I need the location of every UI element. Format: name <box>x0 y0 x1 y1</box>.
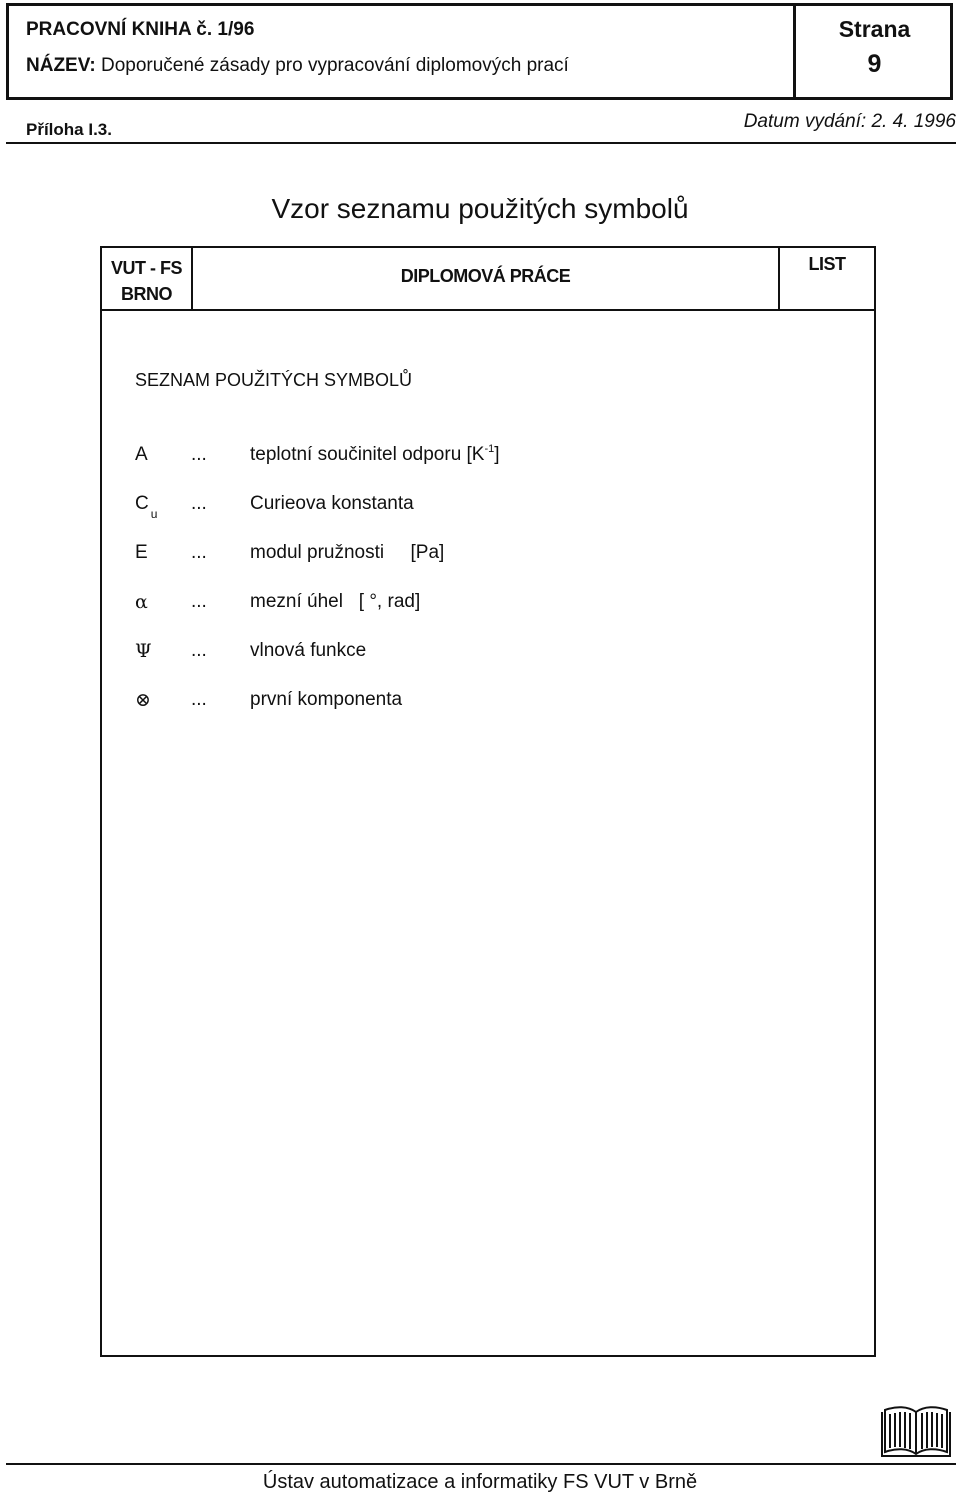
symbol: α <box>135 591 148 613</box>
symbol-dots: ... <box>191 591 207 612</box>
sheet-frame <box>100 246 876 1357</box>
symbol-description: modul pružnosti [Pa] <box>250 542 445 563</box>
symbol-description <box>250 444 500 466</box>
bottom-rule <box>6 1463 956 1465</box>
symbol: ⊗ <box>135 689 151 711</box>
symbol-dots: ... <box>191 444 207 465</box>
list-label: LIST <box>808 254 846 274</box>
sheet-header-rule <box>100 309 876 311</box>
symbol: Ψ <box>135 640 152 662</box>
symbol: A <box>135 444 148 465</box>
page-title: Vzor seznamu použitých symbolů <box>271 193 689 224</box>
document-name <box>26 55 569 77</box>
name-value: Doporučené zásady pro vypracování diplomových prací <box>95 55 569 76</box>
symbol-dots: ... <box>191 493 207 514</box>
issue-date: Datum vydání: 2. 4. 1996 <box>743 111 956 132</box>
description-text: teplotní součinitel odporu [K <box>250 444 485 465</box>
description-superscript: -1 <box>484 443 495 455</box>
name-label: NÁZEV: <box>26 55 96 76</box>
page-number: 9 <box>867 50 882 78</box>
symbol-dots: ... <box>191 689 207 710</box>
institution-line: VUT - FS <box>111 258 182 278</box>
symbol-description: Curieova konstanta <box>250 493 414 514</box>
symbol-letter: C <box>135 493 149 514</box>
institution-city: BRNO <box>121 284 172 304</box>
open-book-icon <box>878 1404 954 1460</box>
footer-institute: Ústav automatizace a informatiky FS VUT v Brně <box>262 1471 698 1493</box>
symbol-dots: ... <box>191 542 207 563</box>
institution-block <box>102 255 191 307</box>
description-tail: ] <box>494 444 500 465</box>
top-rule <box>6 142 956 144</box>
symbol-dots: ... <box>191 640 207 661</box>
symbol-description: vlnová funkce <box>250 640 367 661</box>
document-type: DIPLOMOVÁ PRÁCE <box>400 266 571 286</box>
symbol <box>135 493 185 521</box>
symbol: E <box>135 542 148 563</box>
symbol-subscript: u <box>150 507 158 521</box>
symbol-description: první komponenta <box>250 689 403 710</box>
workbook-title: PRACOVNÍ KNIHA č. 1/96 <box>26 19 255 40</box>
symbol-list-heading: SEZNAM POUŽITÝCH SYMBOLŮ <box>135 370 413 390</box>
symbol-description: mezní úhel [ °, rad] <box>250 591 421 612</box>
appendix-label: Příloha I.3. <box>26 120 112 139</box>
strana-label: Strana <box>838 16 911 42</box>
